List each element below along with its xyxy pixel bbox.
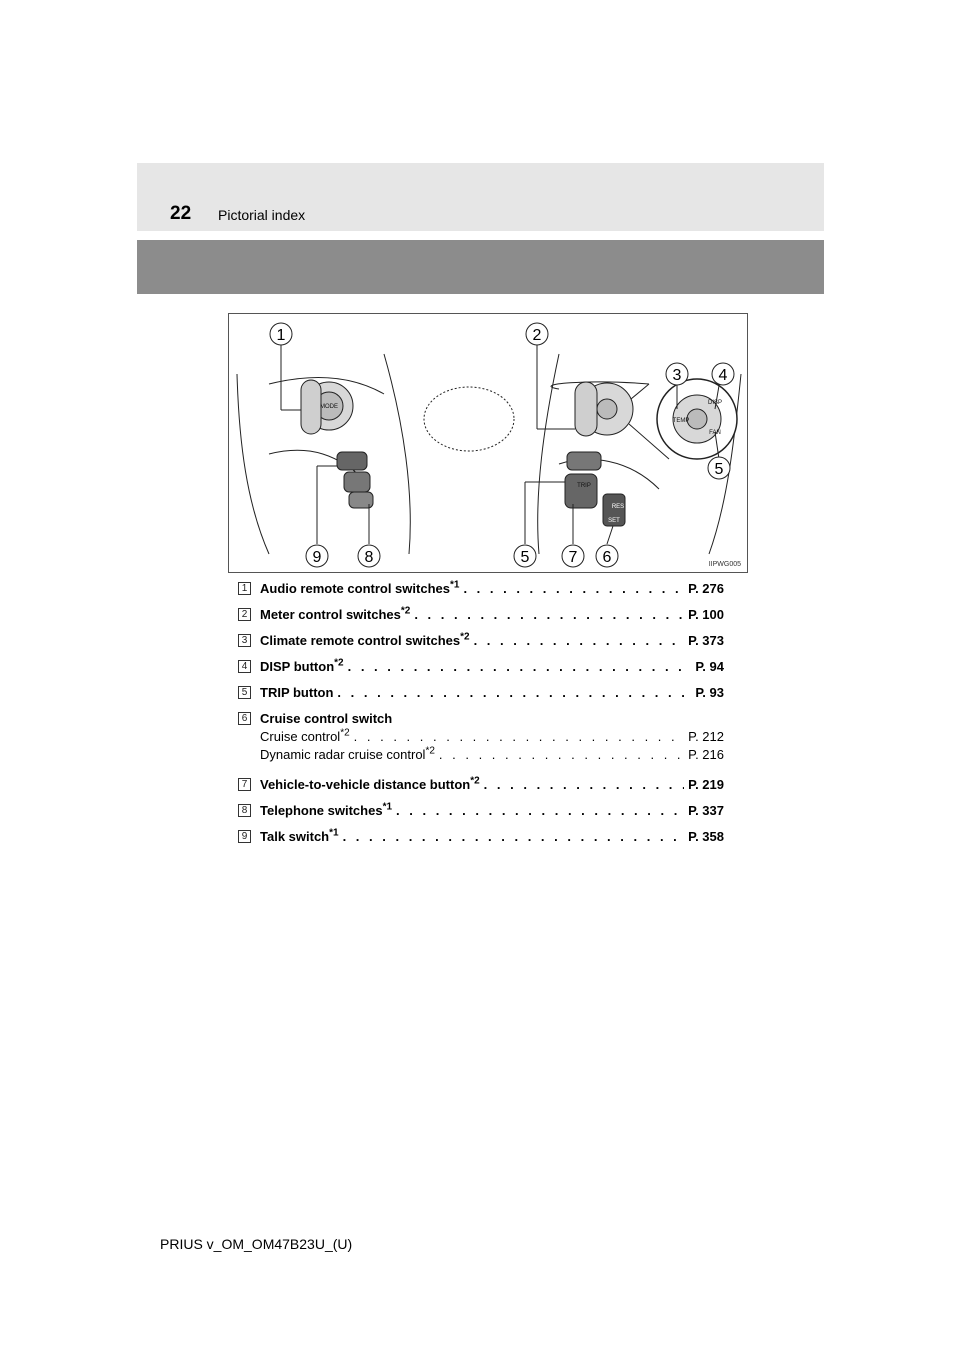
page-reference: P. 212 [688, 729, 724, 744]
figure-code: IIPWG005 [708, 561, 741, 568]
legend-item [238, 829, 724, 845]
page-reference: P. 373 [688, 633, 724, 648]
legend-item [238, 633, 724, 649]
callout-9: 9 [312, 549, 322, 566]
item-label: DISP button [260, 659, 335, 674]
temp-label: TEMP [672, 418, 690, 424]
item-label: Cruise control switch [260, 711, 393, 726]
footnote-mark: *2 [425, 745, 435, 757]
res-label: RES [611, 504, 625, 510]
sub-item-label: Dynamic radar cruise control [260, 747, 426, 762]
page-reference: P. 337 [688, 803, 724, 818]
item-label: Audio remote control switches [260, 581, 450, 596]
callout-6: 6 [602, 549, 612, 566]
page-reference: P. 93 [695, 685, 724, 700]
item-number: 4 [238, 660, 251, 673]
callout-5: 5 [520, 549, 530, 566]
disp-label: DISP [707, 400, 723, 406]
footnote-mark: *2 [460, 631, 470, 643]
callout-2: 2 [532, 327, 542, 344]
callout-7: 7 [568, 549, 578, 566]
item-number: 1 [238, 582, 251, 595]
footnote-mark: *2 [334, 657, 344, 669]
footnote-mark: *1 [382, 801, 393, 813]
item-label: TRIP button [260, 685, 334, 700]
page-reference: P. 219 [688, 777, 724, 792]
item-label: Telephone switches [260, 803, 383, 818]
trip-label: TRIP [577, 483, 591, 489]
header-bar [137, 240, 824, 294]
page-reference: P. 94 [695, 659, 724, 674]
section-title: Pictorial index [218, 207, 306, 223]
steering-wheel-illustration [229, 314, 748, 573]
legend-item [238, 777, 724, 793]
callout-4: 4 [718, 367, 728, 384]
legend-item [238, 607, 724, 623]
fan-label: FAN [709, 430, 721, 436]
footnote-mark: *1 [329, 827, 339, 839]
item-number: 7 [238, 778, 251, 791]
page-number: 22 [170, 203, 192, 224]
callout-1: 1 [276, 327, 286, 344]
legend-item [238, 659, 724, 675]
footnote-mark: *1 [449, 579, 460, 591]
footnote-mark: *2 [400, 605, 411, 617]
footnote-mark: *2 [470, 775, 480, 787]
set-label: SET [608, 518, 620, 524]
item-number: 9 [238, 830, 251, 843]
sub-item-label: Cruise control [260, 729, 341, 744]
legend-item [238, 685, 724, 701]
callout-8: 8 [364, 549, 374, 566]
page-reference: P. 358 [688, 829, 724, 844]
legend-list [238, 581, 724, 855]
item-label: Vehicle-to-vehicle distance button [260, 777, 471, 792]
legend-item [238, 581, 724, 597]
page-reference: P. 100 [688, 607, 724, 622]
footnote-mark: *2 [340, 727, 350, 739]
footer-manual-code: PRIUS v_OM_OM47B23U_(U) [160, 1236, 353, 1252]
legend-item [238, 803, 724, 819]
item-number: 2 [238, 608, 251, 621]
mode-label: MODE [320, 404, 338, 410]
item-label: Talk switch [260, 829, 330, 844]
page-reference: P. 216 [688, 747, 724, 762]
legend-item [238, 711, 724, 767]
item-number: 8 [238, 804, 251, 817]
item-number: 6 [238, 712, 251, 725]
page-reference: P. 276 [688, 581, 724, 596]
item-number: 5 [238, 686, 251, 699]
callout-5-inset: 5 [714, 461, 724, 478]
item-label: Meter control switches [260, 607, 401, 622]
steering-wheel-figure [228, 313, 748, 573]
callout-3: 3 [672, 367, 682, 384]
item-number: 3 [238, 634, 251, 647]
item-label: Climate remote control switches [260, 633, 461, 648]
